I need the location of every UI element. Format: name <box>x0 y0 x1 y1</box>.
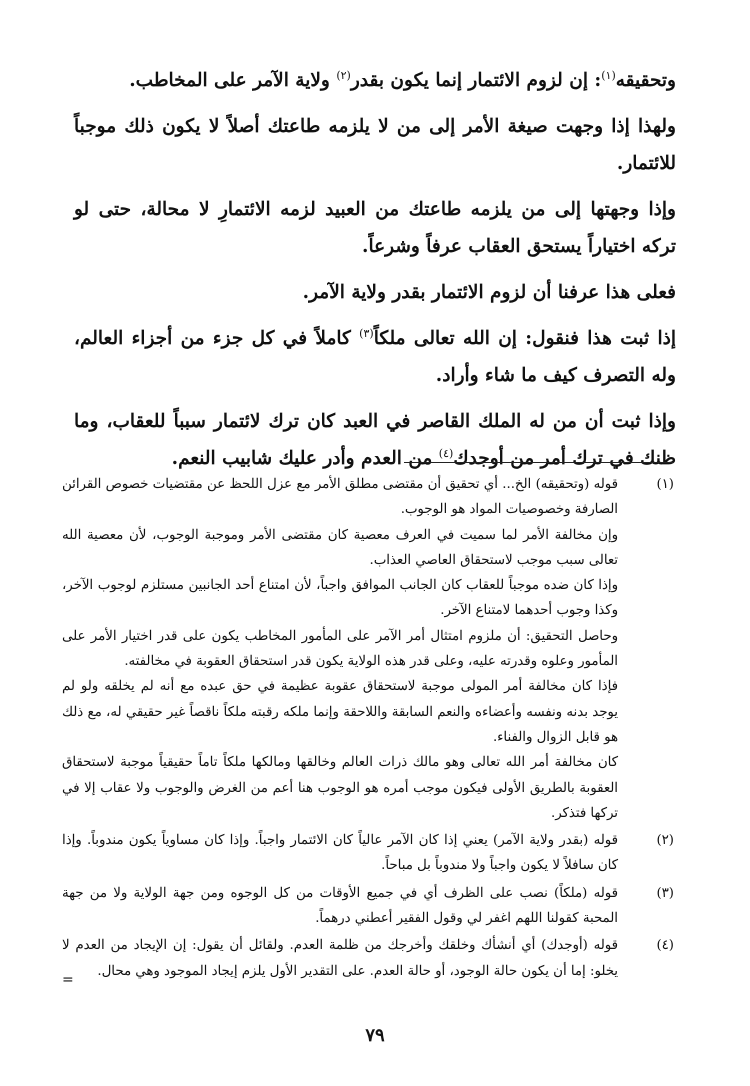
footnote-line: فإذا كان مخالفة أمر المولى موجبة لاستحقاق عقوبة عظيمة في حق عبده مع أنه لم يخلقه ولو لم يوجد بدنه ونفسه وأعضاءه والنعم السابقة واللاحقة وإنما ملكه رقبته ملكاً ناقصاً غير حقيقي له، مع ذلك هو قابل الزوال والفناء. <box>62 679 618 745</box>
paragraph-6-text-a: وإذا ثبت أن من له الملك القاصر في العبد كان ترك لائتمار سبباً للعقاب، وما ظنك في ترك أمر من أوجدك <box>74 411 676 469</box>
footnote-number: (١) <box>656 477 674 492</box>
footnote-1 <box>62 472 674 826</box>
paragraph-1-text-b: : إن لزوم الائتمار إنما يكون بقدر <box>350 70 602 91</box>
footnote-ref-1[interactable]: (١) <box>601 68 616 82</box>
footnote-body <box>62 828 618 879</box>
paragraph-1-text-c: ولاية الآمر على المخاطب. <box>129 70 337 91</box>
paragraph-4: فعلى هذا عرفنا أن لزوم الائتمار بقدر ولاية الآمر. <box>302 282 676 303</box>
continuation-mark: = <box>62 972 74 988</box>
paragraph-5 <box>74 320 676 394</box>
footnote-number: (٤) <box>656 938 674 954</box>
paragraph-2: ولهذا إذا وجهت صيغة الأمر إلى من لا يلزمه طاعتك أصلاً لا يكون ذلك موجباً للائتمار. <box>74 116 676 174</box>
footnote-line: قوله (أوجدك) أي أنشأك وخلقك وأخرجك من ظلمة العدم. ولقائل أن يقول: إن الإيجاد من العدم لا يخلو: إما أن يكون حالة الوجود، أو حالة العدم. على التقدير الأول يلزم إيجاد الموجود وهي محال. <box>62 938 618 979</box>
footnotes <box>62 472 674 986</box>
footnote-3 <box>62 881 674 932</box>
footnote-body <box>62 881 618 932</box>
footnote-line: وحاصل التحقيق: أن ملزوم امتثال أمر الآمر على المأمور المخاطب يكون على قدر اختيار الأمر على المأمور وعلوه وقدرته عليه، وعلى قدر هذه الولاية يكون قدر استحقاق العقوبة في مخالفته. <box>62 628 618 670</box>
footnote-number: (٣) <box>656 885 674 901</box>
footnote-line: وإن مخالفة الأمر لما سميت في العرف معصية كان مقتضى الأمر وموجبة الوجوب، لأن معصية الله تعالى سبب موجب لاستحقاق العاصي العذاب. <box>62 527 618 568</box>
paragraph-5-text-b: كاملاً في كل جزء من أجزاء العالم، وله التصرف كيف ما شاء وأراد. <box>74 328 676 386</box>
footnote-line: كان مخالفة أمر الله تعالى وهو مالك ذرات العالم وخالقها ومالكها ملكاً تاماً حقيقياً موجبة لاستحقاق العقوبة بالطريق الأولى فيكون موجب أمره هو الوجوب هنا أعم من الغرض والوجوب ولا عقاب إلا في تركها فتذكر. <box>62 755 618 821</box>
footnote-ref-4[interactable]: (٤) <box>438 446 454 460</box>
footnote-body <box>62 472 618 826</box>
footnote-2 <box>62 828 674 879</box>
footnote-line: قوله (بقدر ولاية الآمر) يعني إذا كان الآمر عالياً كان الائتمار واجباً. وإذا كان مساوياً يكون مندوباً. وإذا كان سافلاً لا يكون واجباً ولا مندوباً بل مباحاً. <box>62 833 618 874</box>
footnote-body <box>62 933 618 984</box>
main-text <box>74 62 676 486</box>
footnote-separator <box>404 462 674 463</box>
paragraph-1 <box>74 62 676 99</box>
paragraph-6-text-b: من العدم وأدر عليك شابيب النعم. <box>171 448 439 469</box>
footnote-line: قوله (وتحقيقه) الخ... أي تحقيق أن مقتضى مطلق الأمر مع عزل اللحظ عن مقتضيات خصوص القرائن الصارفة وخصوصيات المواد هو الوجوب. <box>62 477 618 518</box>
paragraph-5-text-a: إذا ثبت هذا فنقول: إن الله تعالى ملكاً <box>373 328 676 349</box>
paragraph-6 <box>74 403 676 477</box>
paragraph-1-text-a: وتحقيقه <box>615 70 676 91</box>
footnote-line: قوله (ملكاً) نصب على الظرف أي في جميع الأوقات من كل الوجوه ومن جهة الولاية ولا من جهة المحبة كقولنا اللهم اغفر لي وقول الفقير أعطني درهماً. <box>62 885 618 927</box>
footnote-4 <box>62 933 674 984</box>
footnote-line: وإذا كان ضده موجباً للعقاب كان الجانب الموافق واجباً، لأن امتناع أحد الجانبين مستلزم لوجوب الآخر، وكذا وجوب أحدهما لامتناع الآخر. <box>62 578 618 619</box>
page-number: ٧٩ <box>365 1025 385 1046</box>
footnote-number: (٢) <box>656 833 674 849</box>
footnote-ref-3[interactable]: (٣) <box>359 326 374 340</box>
footnote-ref-2[interactable]: (٢) <box>336 68 351 82</box>
paragraph-3: وإذا وجهتها إلى من يلزمه طاعتك من العبيد لزمه الائتمارِ لا محالة، حتى لو تركه اختياراً يستحق العقاب عرفاً وشرعاً. <box>74 199 676 257</box>
